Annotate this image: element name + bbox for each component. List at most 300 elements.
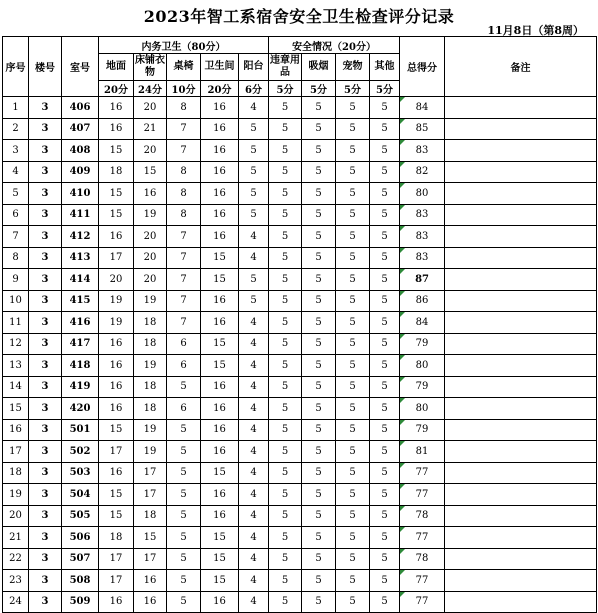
cell-balcony[interactable]: 5: [239, 290, 269, 312]
cell-pet[interactable]: 5: [336, 161, 370, 183]
cell-floor[interactable]: 15: [99, 419, 134, 441]
cell-total[interactable]: [400, 527, 445, 549]
cell-banned[interactable]: 5: [269, 204, 302, 226]
cell-smoke[interactable]: 5: [302, 484, 336, 506]
cell-remark[interactable]: [445, 484, 597, 506]
cell-banned[interactable]: 5: [269, 312, 302, 334]
cell-total[interactable]: [400, 505, 445, 527]
cell-banned[interactable]: 5: [269, 97, 302, 119]
cell-remark[interactable]: [445, 161, 597, 183]
cell-other[interactable]: 5: [370, 527, 400, 549]
cell-desk[interactable]: 5: [167, 419, 201, 441]
cell-bed[interactable]: 16: [134, 591, 167, 613]
cell-bath[interactable]: 15: [201, 527, 239, 549]
cell-remark[interactable]: [445, 247, 597, 269]
cell-seq[interactable]: 13: [3, 355, 29, 377]
cell-room[interactable]: 507: [62, 548, 99, 570]
cell-bath[interactable]: 16: [201, 183, 239, 205]
cell-building[interactable]: 3: [29, 161, 62, 183]
cell-balcony[interactable]: 4: [239, 527, 269, 549]
cell-building[interactable]: 3: [29, 226, 62, 248]
cell-smoke[interactable]: 5: [302, 118, 336, 140]
cell-other[interactable]: 5: [370, 226, 400, 248]
cell-pet[interactable]: 5: [336, 247, 370, 269]
cell-balcony[interactable]: 4: [239, 419, 269, 441]
table-row[interactable]: [3, 398, 597, 420]
cell-seq[interactable]: 22: [3, 548, 29, 570]
cell-building[interactable]: 3: [29, 333, 62, 355]
cell-desk[interactable]: 5: [167, 548, 201, 570]
cell-room[interactable]: 419: [62, 376, 99, 398]
cell-balcony[interactable]: 5: [239, 118, 269, 140]
cell-bath[interactable]: 15: [201, 355, 239, 377]
cell-desk[interactable]: 5: [167, 376, 201, 398]
cell-room[interactable]: 504: [62, 484, 99, 506]
cell-total[interactable]: [400, 398, 445, 420]
cell-balcony[interactable]: 4: [239, 226, 269, 248]
cell-smoke[interactable]: 5: [302, 140, 336, 162]
cell-banned[interactable]: 5: [269, 527, 302, 549]
cell-bath[interactable]: 15: [201, 333, 239, 355]
cell-total[interactable]: [400, 290, 445, 312]
cell-bath[interactable]: 16: [201, 140, 239, 162]
cell-smoke[interactable]: 5: [302, 355, 336, 377]
cell-remark[interactable]: [445, 376, 597, 398]
cell-seq[interactable]: 4: [3, 161, 29, 183]
cell-seq[interactable]: 15: [3, 398, 29, 420]
table-row[interactable]: [3, 591, 597, 613]
cell-desk[interactable]: 5: [167, 484, 201, 506]
cell-balcony[interactable]: 4: [239, 398, 269, 420]
cell-smoke[interactable]: 5: [302, 204, 336, 226]
cell-bed[interactable]: 20: [134, 97, 167, 119]
cell-banned[interactable]: 5: [269, 118, 302, 140]
cell-bath[interactable]: 16: [201, 290, 239, 312]
cell-pet[interactable]: 5: [336, 269, 370, 291]
cell-banned[interactable]: 5: [269, 290, 302, 312]
cell-floor[interactable]: 16: [99, 376, 134, 398]
cell-floor[interactable]: 16: [99, 118, 134, 140]
cell-seq[interactable]: 3: [3, 140, 29, 162]
cell-building[interactable]: 3: [29, 355, 62, 377]
cell-bed[interactable]: 17: [134, 548, 167, 570]
cell-smoke[interactable]: 5: [302, 247, 336, 269]
table-row[interactable]: [3, 376, 597, 398]
cell-building[interactable]: 3: [29, 548, 62, 570]
cell-banned[interactable]: 5: [269, 183, 302, 205]
cell-building[interactable]: 3: [29, 247, 62, 269]
cell-room[interactable]: 417: [62, 333, 99, 355]
cell-seq[interactable]: 12: [3, 333, 29, 355]
cell-total[interactable]: [400, 462, 445, 484]
cell-desk[interactable]: 6: [167, 398, 201, 420]
cell-floor[interactable]: 18: [99, 527, 134, 549]
cell-balcony[interactable]: 4: [239, 591, 269, 613]
cell-room[interactable]: 407: [62, 118, 99, 140]
cell-banned[interactable]: 5: [269, 140, 302, 162]
cell-bed[interactable]: 19: [134, 290, 167, 312]
cell-total[interactable]: [400, 570, 445, 592]
cell-remark[interactable]: [445, 591, 597, 613]
cell-floor[interactable]: 19: [99, 312, 134, 334]
cell-floor[interactable]: 16: [99, 355, 134, 377]
cell-pet[interactable]: 5: [336, 226, 370, 248]
cell-total[interactable]: [400, 484, 445, 506]
cell-balcony[interactable]: 5: [239, 204, 269, 226]
cell-pet[interactable]: 5: [336, 355, 370, 377]
cell-remark[interactable]: [445, 183, 597, 205]
cell-bed[interactable]: 20: [134, 269, 167, 291]
cell-bath[interactable]: 16: [201, 226, 239, 248]
cell-seq[interactable]: 2: [3, 118, 29, 140]
cell-floor[interactable]: 16: [99, 591, 134, 613]
cell-remark[interactable]: [445, 505, 597, 527]
cell-other[interactable]: 5: [370, 247, 400, 269]
cell-smoke[interactable]: 5: [302, 591, 336, 613]
table-row[interactable]: [3, 161, 597, 183]
cell-banned[interactable]: 5: [269, 505, 302, 527]
cell-desk[interactable]: 5: [167, 505, 201, 527]
cell-bath[interactable]: 15: [201, 247, 239, 269]
cell-pet[interactable]: 5: [336, 290, 370, 312]
cell-pet[interactable]: 5: [336, 140, 370, 162]
cell-balcony[interactable]: 5: [239, 161, 269, 183]
cell-other[interactable]: 5: [370, 591, 400, 613]
cell-floor[interactable]: 15: [99, 484, 134, 506]
cell-total[interactable]: [400, 591, 445, 613]
cell-room[interactable]: 503: [62, 462, 99, 484]
cell-remark[interactable]: [445, 527, 597, 549]
cell-bath[interactable]: 16: [201, 398, 239, 420]
cell-banned[interactable]: 5: [269, 548, 302, 570]
cell-seq[interactable]: 23: [3, 570, 29, 592]
cell-banned[interactable]: 5: [269, 462, 302, 484]
cell-building[interactable]: 3: [29, 97, 62, 119]
cell-balcony[interactable]: 4: [239, 333, 269, 355]
cell-pet[interactable]: 5: [336, 398, 370, 420]
cell-pet[interactable]: 5: [336, 484, 370, 506]
cell-room[interactable]: 508: [62, 570, 99, 592]
cell-other[interactable]: 5: [370, 570, 400, 592]
cell-total[interactable]: [400, 419, 445, 441]
cell-floor[interactable]: 16: [99, 333, 134, 355]
cell-balcony[interactable]: 5: [239, 183, 269, 205]
cell-pet[interactable]: 5: [336, 204, 370, 226]
cell-room[interactable]: 412: [62, 226, 99, 248]
cell-remark[interactable]: [445, 398, 597, 420]
cell-floor[interactable]: 15: [99, 140, 134, 162]
cell-room[interactable]: 502: [62, 441, 99, 463]
cell-remark[interactable]: [445, 140, 597, 162]
cell-other[interactable]: 5: [370, 484, 400, 506]
cell-remark[interactable]: [445, 226, 597, 248]
cell-seq[interactable]: 7: [3, 226, 29, 248]
cell-total[interactable]: [400, 269, 445, 291]
cell-seq[interactable]: 10: [3, 290, 29, 312]
table-row[interactable]: [3, 505, 597, 527]
cell-room[interactable]: 505: [62, 505, 99, 527]
cell-total[interactable]: [400, 441, 445, 463]
cell-smoke[interactable]: 5: [302, 161, 336, 183]
table-row[interactable]: [3, 226, 597, 248]
cell-building[interactable]: 3: [29, 441, 62, 463]
cell-other[interactable]: 5: [370, 355, 400, 377]
cell-seq[interactable]: 8: [3, 247, 29, 269]
cell-bed[interactable]: 19: [134, 204, 167, 226]
cell-banned[interactable]: 5: [269, 484, 302, 506]
cell-room[interactable]: 506: [62, 527, 99, 549]
cell-remark[interactable]: [445, 312, 597, 334]
cell-room[interactable]: 420: [62, 398, 99, 420]
cell-balcony[interactable]: 4: [239, 505, 269, 527]
cell-bath[interactable]: 16: [201, 161, 239, 183]
cell-seq[interactable]: 21: [3, 527, 29, 549]
cell-floor[interactable]: 17: [99, 441, 134, 463]
cell-smoke[interactable]: 5: [302, 333, 336, 355]
cell-balcony[interactable]: 4: [239, 441, 269, 463]
cell-bed[interactable]: 20: [134, 226, 167, 248]
cell-pet[interactable]: 5: [336, 548, 370, 570]
cell-total[interactable]: [400, 247, 445, 269]
cell-other[interactable]: 5: [370, 118, 400, 140]
cell-bed[interactable]: 18: [134, 333, 167, 355]
cell-seq[interactable]: 17: [3, 441, 29, 463]
cell-desk[interactable]: 8: [167, 97, 201, 119]
cell-building[interactable]: 3: [29, 419, 62, 441]
cell-remark[interactable]: [445, 441, 597, 463]
cell-other[interactable]: 5: [370, 140, 400, 162]
cell-pet[interactable]: 5: [336, 527, 370, 549]
cell-desk[interactable]: 7: [167, 247, 201, 269]
cell-floor[interactable]: 20: [99, 269, 134, 291]
cell-balcony[interactable]: 4: [239, 548, 269, 570]
cell-balcony[interactable]: 4: [239, 462, 269, 484]
table-row[interactable]: [3, 312, 597, 334]
cell-bath[interactable]: 16: [201, 441, 239, 463]
cell-pet[interactable]: 5: [336, 97, 370, 119]
table-row[interactable]: [3, 527, 597, 549]
cell-bath[interactable]: 16: [201, 376, 239, 398]
cell-total[interactable]: [400, 140, 445, 162]
cell-bath[interactable]: 16: [201, 591, 239, 613]
cell-floor[interactable]: 16: [99, 97, 134, 119]
cell-room[interactable]: 416: [62, 312, 99, 334]
cell-desk[interactable]: 7: [167, 118, 201, 140]
cell-room[interactable]: 418: [62, 355, 99, 377]
cell-desk[interactable]: 6: [167, 333, 201, 355]
cell-desk[interactable]: 8: [167, 161, 201, 183]
cell-remark[interactable]: [445, 419, 597, 441]
table-row[interactable]: [3, 441, 597, 463]
cell-desk[interactable]: 5: [167, 527, 201, 549]
cell-banned[interactable]: 5: [269, 591, 302, 613]
cell-room[interactable]: 411: [62, 204, 99, 226]
cell-other[interactable]: 5: [370, 204, 400, 226]
cell-smoke[interactable]: 5: [302, 226, 336, 248]
cell-seq[interactable]: 16: [3, 419, 29, 441]
table-row[interactable]: [3, 118, 597, 140]
cell-bed[interactable]: 17: [134, 462, 167, 484]
cell-banned[interactable]: 5: [269, 441, 302, 463]
cell-remark[interactable]: [445, 462, 597, 484]
cell-pet[interactable]: 5: [336, 118, 370, 140]
cell-building[interactable]: 3: [29, 570, 62, 592]
cell-room[interactable]: 509: [62, 591, 99, 613]
cell-floor[interactable]: 18: [99, 161, 134, 183]
cell-bed[interactable]: 18: [134, 312, 167, 334]
cell-banned[interactable]: 5: [269, 355, 302, 377]
table-row[interactable]: [3, 204, 597, 226]
cell-desk[interactable]: 6: [167, 355, 201, 377]
cell-pet[interactable]: 5: [336, 591, 370, 613]
table-row[interactable]: [3, 355, 597, 377]
cell-bed[interactable]: 20: [134, 140, 167, 162]
cell-smoke[interactable]: 5: [302, 183, 336, 205]
cell-desk[interactable]: 5: [167, 591, 201, 613]
cell-banned[interactable]: 5: [269, 161, 302, 183]
cell-banned[interactable]: 5: [269, 398, 302, 420]
cell-remark[interactable]: [445, 570, 597, 592]
cell-other[interactable]: 5: [370, 548, 400, 570]
cell-bath[interactable]: 15: [201, 570, 239, 592]
cell-bath[interactable]: 16: [201, 484, 239, 506]
cell-smoke[interactable]: 5: [302, 398, 336, 420]
cell-balcony[interactable]: 5: [239, 269, 269, 291]
cell-bed[interactable]: 20: [134, 247, 167, 269]
cell-pet[interactable]: 5: [336, 462, 370, 484]
cell-floor[interactable]: 16: [99, 226, 134, 248]
table-row[interactable]: [3, 269, 597, 291]
cell-building[interactable]: 3: [29, 398, 62, 420]
cell-floor[interactable]: 19: [99, 290, 134, 312]
cell-seq[interactable]: 20: [3, 505, 29, 527]
cell-other[interactable]: 5: [370, 398, 400, 420]
cell-smoke[interactable]: 5: [302, 570, 336, 592]
cell-bed[interactable]: 15: [134, 161, 167, 183]
cell-desk[interactable]: 5: [167, 570, 201, 592]
cell-pet[interactable]: 5: [336, 312, 370, 334]
cell-other[interactable]: 5: [370, 376, 400, 398]
cell-room[interactable]: 501: [62, 419, 99, 441]
cell-smoke[interactable]: 5: [302, 441, 336, 463]
cell-floor[interactable]: 16: [99, 462, 134, 484]
cell-bed[interactable]: 16: [134, 183, 167, 205]
cell-balcony[interactable]: 4: [239, 484, 269, 506]
cell-total[interactable]: [400, 548, 445, 570]
cell-smoke[interactable]: 5: [302, 505, 336, 527]
cell-building[interactable]: 3: [29, 376, 62, 398]
cell-bath[interactable]: 16: [201, 505, 239, 527]
cell-building[interactable]: 3: [29, 183, 62, 205]
cell-bath[interactable]: 15: [201, 269, 239, 291]
cell-other[interactable]: 5: [370, 269, 400, 291]
cell-building[interactable]: 3: [29, 269, 62, 291]
cell-desk[interactable]: 7: [167, 312, 201, 334]
cell-pet[interactable]: 5: [336, 333, 370, 355]
cell-room[interactable]: 413: [62, 247, 99, 269]
cell-floor[interactable]: 15: [99, 505, 134, 527]
cell-other[interactable]: 5: [370, 462, 400, 484]
cell-other[interactable]: 5: [370, 97, 400, 119]
cell-building[interactable]: 3: [29, 505, 62, 527]
cell-building[interactable]: 3: [29, 290, 62, 312]
cell-floor[interactable]: 15: [99, 183, 134, 205]
cell-building[interactable]: 3: [29, 484, 62, 506]
cell-pet[interactable]: 5: [336, 505, 370, 527]
table-row[interactable]: [3, 247, 597, 269]
cell-floor[interactable]: 16: [99, 398, 134, 420]
cell-smoke[interactable]: 5: [302, 376, 336, 398]
cell-seq[interactable]: 24: [3, 591, 29, 613]
cell-desk[interactable]: 7: [167, 290, 201, 312]
cell-balcony[interactable]: 5: [239, 140, 269, 162]
table-row[interactable]: [3, 484, 597, 506]
cell-bed[interactable]: 18: [134, 398, 167, 420]
cell-floor[interactable]: 17: [99, 570, 134, 592]
cell-total[interactable]: [400, 333, 445, 355]
cell-room[interactable]: 415: [62, 290, 99, 312]
cell-total[interactable]: [400, 312, 445, 334]
cell-balcony[interactable]: 4: [239, 247, 269, 269]
cell-pet[interactable]: 5: [336, 183, 370, 205]
cell-bath[interactable]: 16: [201, 204, 239, 226]
cell-balcony[interactable]: 4: [239, 376, 269, 398]
cell-total[interactable]: [400, 183, 445, 205]
cell-room[interactable]: 406: [62, 97, 99, 119]
cell-bath[interactable]: 16: [201, 312, 239, 334]
cell-seq[interactable]: 14: [3, 376, 29, 398]
cell-seq[interactable]: 11: [3, 312, 29, 334]
cell-bed[interactable]: 15: [134, 527, 167, 549]
cell-pet[interactable]: 5: [336, 441, 370, 463]
cell-bed[interactable]: 21: [134, 118, 167, 140]
table-row[interactable]: [3, 419, 597, 441]
cell-building[interactable]: 3: [29, 462, 62, 484]
cell-bed[interactable]: 18: [134, 505, 167, 527]
cell-building[interactable]: 3: [29, 527, 62, 549]
cell-total[interactable]: [400, 204, 445, 226]
cell-balcony[interactable]: 4: [239, 355, 269, 377]
cell-seq[interactable]: 9: [3, 269, 29, 291]
cell-remark[interactable]: [445, 97, 597, 119]
cell-desk[interactable]: 8: [167, 204, 201, 226]
cell-remark[interactable]: [445, 204, 597, 226]
cell-total[interactable]: [400, 97, 445, 119]
cell-banned[interactable]: 5: [269, 247, 302, 269]
cell-room[interactable]: 408: [62, 140, 99, 162]
cell-smoke[interactable]: 5: [302, 269, 336, 291]
cell-smoke[interactable]: 5: [302, 462, 336, 484]
table-row[interactable]: [3, 183, 597, 205]
cell-pet[interactable]: 5: [336, 419, 370, 441]
cell-other[interactable]: 5: [370, 419, 400, 441]
cell-total[interactable]: [400, 226, 445, 248]
table-row[interactable]: [3, 548, 597, 570]
cell-seq[interactable]: 18: [3, 462, 29, 484]
cell-desk[interactable]: 5: [167, 462, 201, 484]
cell-bed[interactable]: 19: [134, 441, 167, 463]
cell-remark[interactable]: [445, 269, 597, 291]
cell-balcony[interactable]: 4: [239, 97, 269, 119]
cell-total[interactable]: [400, 118, 445, 140]
cell-desk[interactable]: 7: [167, 140, 201, 162]
cell-bed[interactable]: 17: [134, 484, 167, 506]
cell-other[interactable]: 5: [370, 312, 400, 334]
cell-banned[interactable]: 5: [269, 419, 302, 441]
cell-bath[interactable]: 16: [201, 419, 239, 441]
cell-smoke[interactable]: 5: [302, 312, 336, 334]
cell-total[interactable]: [400, 355, 445, 377]
